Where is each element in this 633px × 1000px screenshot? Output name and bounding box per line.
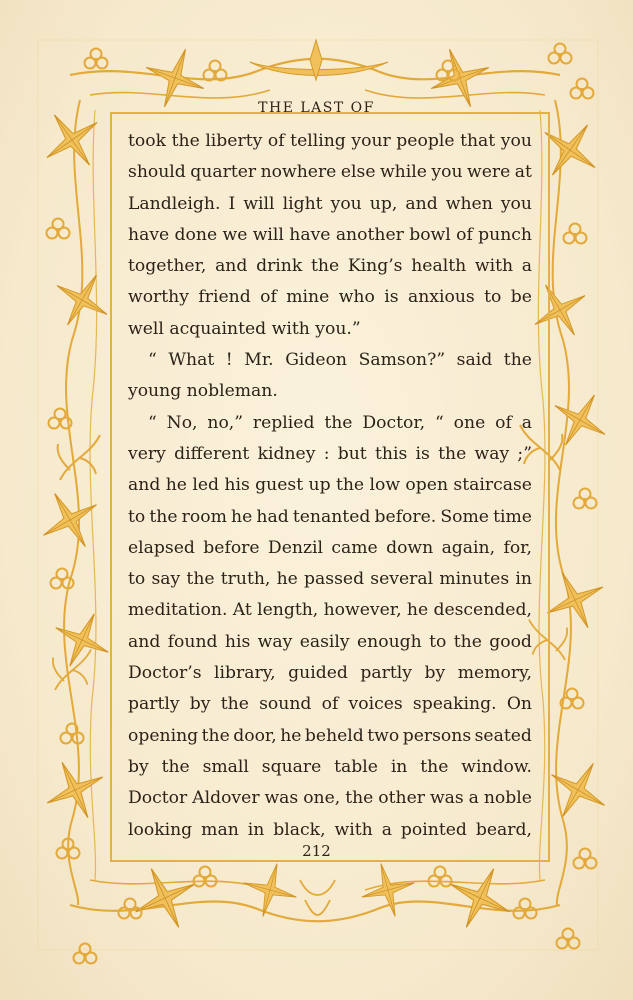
- text-line-11: very different kidney : but this is the way ;”: [128, 443, 532, 464]
- text-line-7: well acquainted with you.”: [128, 318, 361, 339]
- text-line-1: took the liberty of telling your people that you: [128, 131, 532, 151]
- text-line-3: Landleigh. I will light you up, and when you: [128, 193, 532, 214]
- text-line-8: “ What ! Mr. Gideon Samson?” said the: [148, 350, 532, 371]
- text-line-22: Doctor Aldover was one, the other was a noble: [128, 788, 532, 809]
- bottom-ornament: [70, 855, 580, 963]
- text-line-16: meditation. At length, however, he descended,: [128, 600, 532, 621]
- running-head: THE LAST OF: [258, 100, 375, 116]
- text-line-14: elapsed before Denzil came down again, for,: [128, 537, 532, 558]
- text-line-15: to say the truth, he passed several minutes in: [128, 569, 532, 590]
- text-line-9: young nobleman.: [128, 381, 278, 402]
- text-line-23: looking man in black, with a pointed beard,: [128, 819, 532, 840]
- text-line-19: partly by the sound of voices speaking. On: [128, 694, 532, 715]
- text-line-17: and found his way easily enough to the good: [128, 631, 532, 652]
- text-line-21: by the small square table in the window.: [128, 756, 532, 777]
- text-line-6: worthy friend of mine who is anxious to be: [128, 287, 532, 308]
- text-line-10: “ No, no,” replied the Doctor, “ one of a: [148, 412, 532, 433]
- text-line-18: Doctor’s library, guided partly by memory,: [128, 663, 532, 684]
- page-number: 212: [302, 842, 331, 860]
- text-line-2: should quarter nowhere else while you were at: [128, 162, 532, 183]
- text-line-12: and he led his guest up the low open staircase: [128, 475, 532, 496]
- text-line-5: together, and drink the King’s health with a: [128, 256, 532, 277]
- body-text: [128, 126, 532, 846]
- left-ornament: [28, 97, 121, 905]
- text-line-20: opening the door, he beheld two persons seated: [128, 725, 532, 746]
- text-line-13: to the room he had tenanted before. Some time: [128, 506, 532, 527]
- text-line-4: have done we will have another bowl of punch: [128, 224, 532, 245]
